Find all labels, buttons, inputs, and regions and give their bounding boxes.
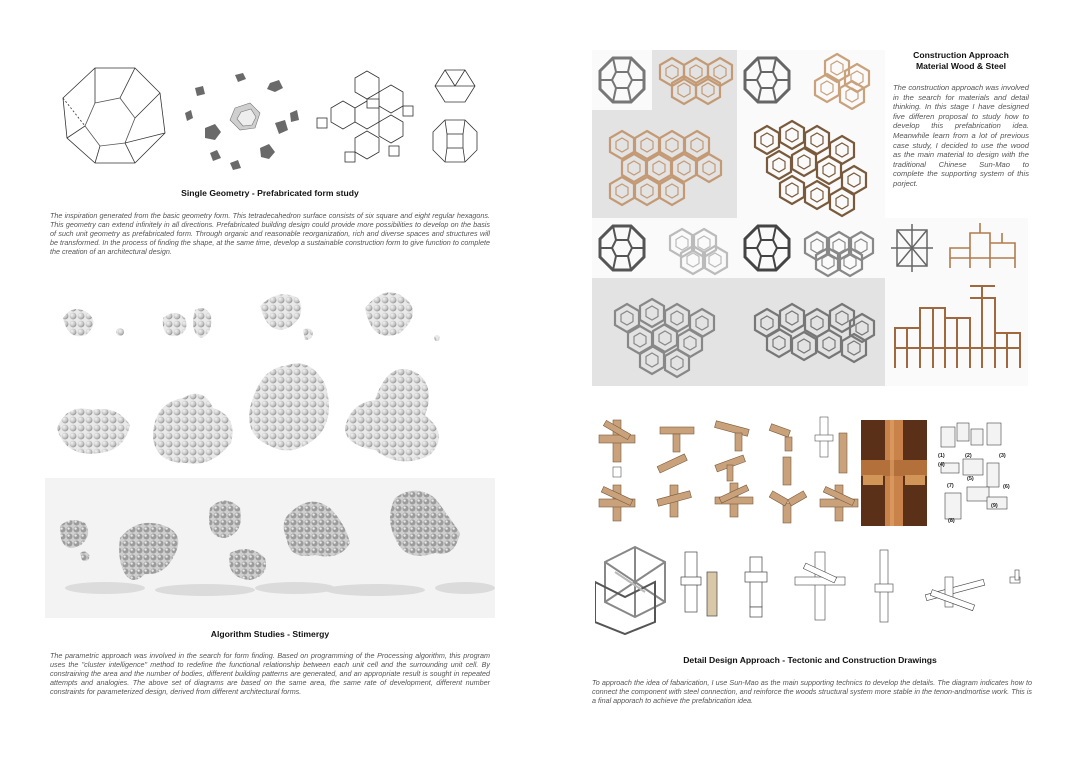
sun-mao-joints <box>599 417 858 523</box>
joint-label-7: (7) <box>947 483 954 489</box>
joint-label-5: (5) <box>967 476 974 482</box>
joint-label-6: (6) <box>1003 484 1010 490</box>
panel-steel-unit <box>592 50 652 110</box>
column-joint-drawing <box>681 552 717 616</box>
algorithm-studies-diagrams <box>45 288 495 618</box>
panel-steel-cluster-large <box>592 278 737 386</box>
tetradecahedron-drawing <box>63 68 165 163</box>
joint-label-8: (8) <box>948 518 955 524</box>
right-page <box>540 0 1080 764</box>
panel-steel-unit-4 <box>737 218 797 278</box>
panel-wood-frame-large <box>885 278 1028 386</box>
panel-wood-frame-small <box>940 218 1028 278</box>
algorithm-title: Algorithm Studies - Stimergy <box>210 629 330 639</box>
exploded-faces-drawing <box>185 73 299 170</box>
construction-title-line1: Construction Approach <box>913 50 1009 60</box>
column-section-drawing <box>745 557 767 617</box>
algorithm-description: The parametric approach was involved in the search for form finding. Based on programming of the Processing algorithm, this program uses the "cluster intelligence" method to redefine the functional relationship between each unit cell and the surrounding unit cell. By constraining the area and the number of bodies, different building patterns are generated, and an appropriate result is sought in repeated attempts and analogies. The above set of diagrams are based on the same area, the same rate of development, different number constraints for parameterized design, derived from different architectural forms. <box>50 651 490 696</box>
panel-steel-unit-2 <box>737 50 797 110</box>
small-connector-drawing <box>1010 570 1020 583</box>
panel-wood-cluster-small <box>652 50 737 110</box>
panel-wood-cluster-small-2 <box>797 50 885 110</box>
construction-title-line2: Material Wood & Steel <box>915 61 1007 71</box>
geometry-title: Single Geometry - Prefabricated form study <box>181 188 359 198</box>
joint-label-1: (1) <box>938 453 945 459</box>
detail-description: To approach the idea of fabarication, I use Sun-Mao as the main supporting technics to develop the details. The diagram indicates how to connect the component with steel connection, and reinforce the woods structural system more stable in the tenon-andmortise work. This is a final apporach to achieve the prefabrication idea. <box>592 678 1032 705</box>
joint-label-9: (9) <box>991 503 998 509</box>
panel-frame-unit <box>885 218 940 278</box>
cross-joint-drawing <box>795 552 845 620</box>
panel-dark-wood-cluster <box>737 110 885 218</box>
construction-title <box>890 50 1032 72</box>
beam-assembly-drawing <box>925 577 985 611</box>
geometry-description: The inspiration generated from the basic geometry form. This tetradecahedron surface consists of six square and eight regular hexagons. This geometry can extend infinitely in all directions. Prefabricated building design could provide more possibilities to develop on the basis of such unit geometry as prefabricated form. Through organic and reasonable reorganization, rich and diverse spaces and structures will be transformed. In the process of finding the shape, at the same time, develop a sustainable construction form to give function to complete the creation of an architectural design. <box>50 211 490 256</box>
panel-light-cluster <box>652 218 737 278</box>
construction-description: The construction approach was involved in the search for materials and detail thinking. In this stage I have designed five differen proposal to study how to develop this prefabrication idea. Meanwhile learn from a lot of previous case study, I decided to use the wood as the main material to design with the traditional Chinese Sun-Mao to complete the supporting system of this porject. <box>893 83 1029 188</box>
grid-structure-drawing <box>595 547 665 634</box>
construction-line-drawings <box>595 542 1035 637</box>
cluster-row-2 <box>57 363 439 463</box>
cluster-row-1 <box>63 292 440 341</box>
panel-steel-cluster-large-2 <box>737 278 885 386</box>
timber-joint-photo <box>861 420 927 526</box>
detail-title: Detail Design Approach - Tectonic and Construction Drawings <box>683 655 937 665</box>
joint-label-2: (2) <box>965 453 972 459</box>
unfolded-net-drawing <box>317 71 413 162</box>
panel-gray-cluster <box>797 218 885 278</box>
panel-wood-cluster-large <box>592 110 737 218</box>
geometry-study-diagrams <box>55 58 495 178</box>
panel-steel-unit-3 <box>592 218 652 278</box>
joint-label-4: (4) <box>938 462 945 468</box>
joint-details-diagrams <box>595 415 1035 535</box>
beam-joint-drawing <box>875 550 893 622</box>
orthographic-views <box>433 70 477 162</box>
joint-label-3: (3) <box>999 453 1006 459</box>
